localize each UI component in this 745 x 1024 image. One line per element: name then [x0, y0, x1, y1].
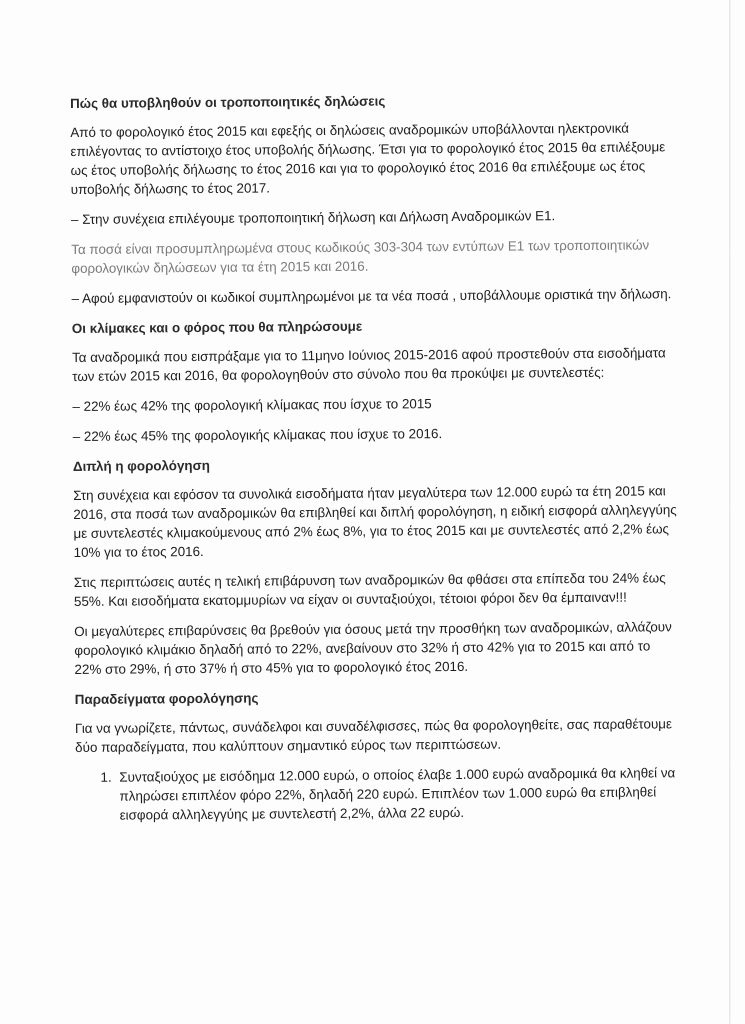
paragraph-scales-2016: – 22% έως 45% της φορολογικής κλίμακας που ίσχυε το 2016. [72, 426, 443, 444]
section-heading-submission: Πώς θα υποβληθούν οι τροποποιητικές δηλώσεις [70, 93, 386, 111]
paragraph-submission-select: – Στην συνέχεια επιλέγουμε τροποποιητική δήλωση και Δήλωση Αναδρομικών Ε1. [70, 208, 556, 227]
section-heading-examples: Παραδείγματα φορολόγησης [74, 690, 259, 707]
paragraph-examples-intro: Για να γνωρίζετε, πάντως, συνάδελφοι και συναδέλφισσες, πώς θα φορολογηθείτε, σας παραθέτουμε δύο παραδείγματα, που καλύπτουν σημαντικό εύρος των περιπτώσεων. [74, 716, 673, 755]
paragraph-double-tax-intro: Στη συνέχεια και εφόσον τα συνολικά εισοδήματα ήταν μεγαλύτερα των 12.000 ευρώ τα έτη 2015 και 2016, στα ποσά των αναδρομικών θα επιβληθεί και διπλή φορολόγηση, η ειδική εισφορά αλληλεγγύης με συντελεστές κλιμακούμενους από 2% έως 8%, για το έτος 2015 και με συντελεστές από 2,2% έως 10% για το έτος 2016. [73, 483, 677, 560]
document-body [70, 89, 682, 825]
paragraph-submission-prefilled: Τα ποσά είναι προσυμπληρωμένα στους κωδικούς 303-304 των εντύπων Ε1 των τροποποιητικών φορολογικών δηλώσεων για τα έτη 2015 και 2016. [71, 237, 650, 276]
section-heading-scales: Οι κλίμακες και ο φόρος που θα πληρώσουμε [71, 318, 363, 336]
list-item: 1. Συνταξιούχος με εισόδημα 12.000 ευρώ, ο οποίος έλαβε 1.000 ευρώ αναδρομικά θα κληθεί να πληρώσει επιπλέον φόρο 22%, δηλαδή 220 ευρώ. Επιπλέον των 1.000 ευρώ θα επιβληθεί εισφορά αλληλεγγύης με συντελεστή 2,2%, άλλα 22 ευρώ. [115, 763, 681, 824]
paragraph-submission-years: Από το φορολογικό έτος 2015 και εφεξής οι δηλώσεις αναδρομικών υποβάλλονται ηλεκτρονικά επιλέγοντας το αντίστοιχο έτος υποβολής δήλωσης. Έτσι για το φορολογικό έτος 2015 θα επιλέξουμε ως έτος υποβολής δήλωσης το έτος 2016 και για το φορολογικό έτος 2016 θα επιλέξουμε ως έτος υποβολής δήλωσης το έτος 2017. [70, 120, 666, 197]
section-heading-double-tax: Διπλή η φορολόγηση [72, 457, 210, 474]
paragraph-scales-2015: – 22% έως 42% της φορολογική κλίμακας που ίσχυε το 2015 [72, 396, 432, 414]
paragraph-double-tax-burden: Στις περιπτώσεις αυτές η τελική επιβάρυνση των αναδρομικών θα φθάσει στα επίπεδα του 24% έως 55%. Και εισοδήματα εκατομμυρίων να είχαν οι συνταξιούχοι, τέτοιοι φόροι δεν θα έμπαιναν!!! [73, 570, 666, 609]
scanned-page-edge [729, 0, 731, 1024]
paragraph-scales-intro: Τα αναδρομικά που εισπράξαμε για το 11μηνο Ιούνιος 2015-2016 αφού προστεθούν στα εισοδήματα των ετών 2015 και 2016, θα φορολογηθούν στο σύνολο που θα προκύψει με συντελεστές: [72, 345, 666, 384]
examples-list [75, 763, 681, 825]
paragraph-double-tax-brackets: Οι μεγαλύτερες επιβαρύνσεις θα βρεθούν για όσους μετά την προσθήκη των αναδρομικών, αλλάζουν φορολογικό κλιμάκιο δηλαδή από το 22%, ανεβαίνουν στο 32% ή στο 42% για το 2015 και από το 22% στο 29%, ή στο 37% ή στο 45% για το φορολογικό έτος 2016. [74, 619, 672, 677]
paragraph-submission-final: – Αφού εμφανιστούν οι κωδικοί συμπληρωμένοι με τα νέα ποσά , υποβάλλουμε οριστικά την δήλωση. [71, 286, 672, 306]
